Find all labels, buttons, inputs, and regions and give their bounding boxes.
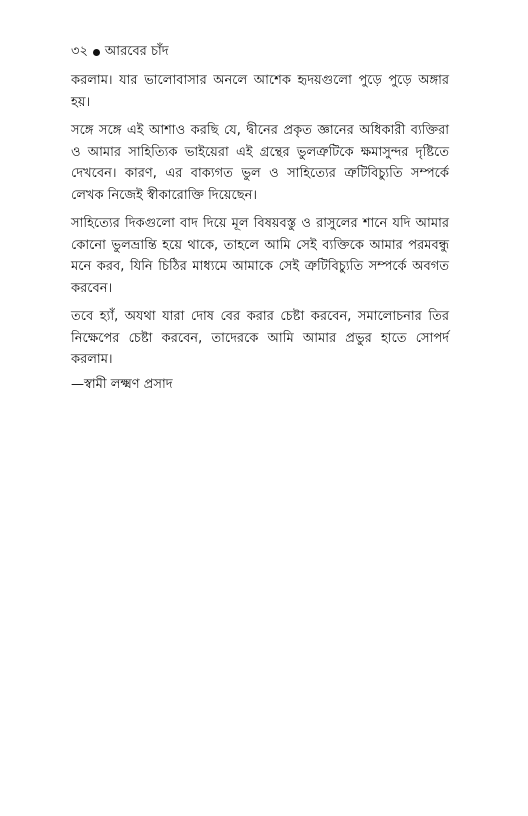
paragraph-1: করলাম। যার ভালোবাসার অনলে আশেক হৃদয়গুলো পুড়ে পুড়ে অঙ্গার হয়।	[71, 73, 449, 110]
body-text	[71, 70, 449, 378]
paragraph-3: সাহিত্যের দিকগুলো বাদ দিয়ে মূল বিষয়বস্তু ও রাসুলের শানে যদি আমার কোনো ভুলভ্রান্তি হয়ে থাকে, তাহলে আমি সেই ব্যক্তিকে আমার পরমবন্ধু মনে করব, যিনি চিঠির মাধ্যমে আমাকে সেই ত্রুটিবিচ্যুতি সম্পর্কে অবগত করবেন।	[71, 216, 449, 296]
page-number: ৩২	[71, 44, 88, 59]
running-header	[71, 42, 169, 63]
bullet-separator-icon	[93, 49, 100, 56]
book-title: আরবের চাঁদ	[104, 44, 169, 59]
paragraph-2: সঙ্গে সঙ্গে এই আশাও করছি যে, দ্বীনের প্রকৃত জ্ঞানের অধিকারী ব্যক্তিরা ও আমার সাহিত্যিক ভাইয়েরা এই গ্রন্থের ভুলত্রুটিকে ক্ষমাসুন্দর দৃষ্টিতে দেখবেন। কারণ, এর বাক্যগত ভুল ও সাহিত্যের ত্রুটিবিচ্যুতি সম্পর্কে লেখক নিজেই স্বীকারোক্তি দিয়েছেন।	[71, 123, 449, 203]
paragraph-4: তবে হ্যাঁ, অযথা যারা দোষ বের করার চেষ্টা করবেন, সমালোচনার তির নিক্ষেপের চেষ্টা করবেন, তাদেরকে আমি আমার প্রভুর হাতে সোপর্দ করলাম।	[71, 309, 449, 367]
author-signature: —স্বামী লক্ষ্মণ প্রসাদ	[71, 377, 173, 392]
